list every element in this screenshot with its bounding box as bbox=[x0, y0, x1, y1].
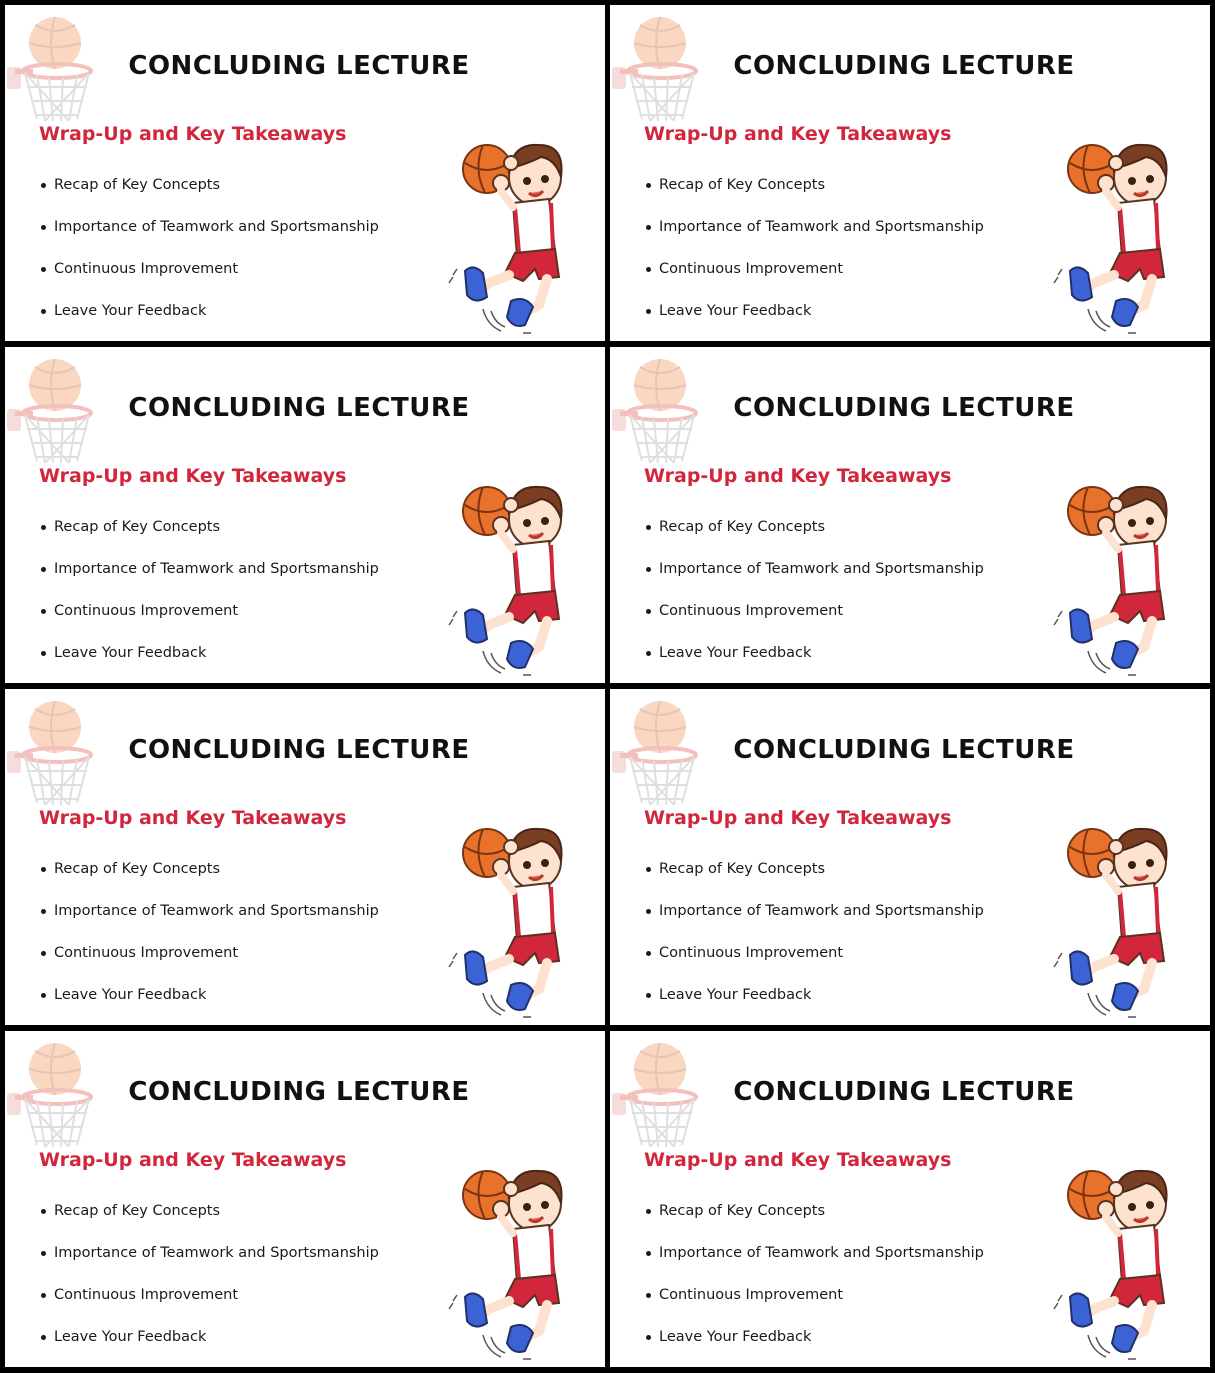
bullet-item: Recap of Key Concepts bbox=[41, 1201, 379, 1243]
bullet-item: Leave Your Feedback bbox=[41, 643, 379, 683]
slide-subtitle: Wrap-Up and Key Takeaways bbox=[39, 465, 347, 487]
bullet-list bbox=[646, 859, 984, 1025]
bullet-item: Leave Your Feedback bbox=[646, 1327, 984, 1367]
bullet-item: Leave Your Feedback bbox=[646, 985, 984, 1025]
bullet-item: Importance of Teamwork and Sportsmanship bbox=[41, 1243, 379, 1285]
bullet-item: Recap of Key Concepts bbox=[646, 175, 984, 217]
slide-thumbnail-8[interactable] bbox=[610, 1031, 1210, 1367]
slide-title: CONCLUDING LECTURE bbox=[733, 735, 1075, 765]
bullet-item: Leave Your Feedback bbox=[41, 1327, 379, 1367]
bullet-item: Continuous Improvement bbox=[646, 1285, 984, 1327]
slide-title: CONCLUDING LECTURE bbox=[128, 393, 470, 423]
slide-subtitle: Wrap-Up and Key Takeaways bbox=[644, 465, 952, 487]
bullet-list bbox=[41, 517, 379, 683]
slide-subtitle: Wrap-Up and Key Takeaways bbox=[39, 123, 347, 145]
bullet-item: Leave Your Feedback bbox=[646, 643, 984, 683]
bullet-list bbox=[646, 517, 984, 683]
bullet-item: Continuous Improvement bbox=[646, 943, 984, 985]
bullet-item: Leave Your Feedback bbox=[41, 985, 379, 1025]
slide-subtitle: Wrap-Up and Key Takeaways bbox=[39, 807, 347, 829]
basketball-player-illustration bbox=[443, 475, 573, 680]
bullet-item: Recap of Key Concepts bbox=[646, 1201, 984, 1243]
bullet-item: Importance of Teamwork and Sportsmanship bbox=[41, 901, 379, 943]
slide-subtitle: Wrap-Up and Key Takeaways bbox=[644, 123, 952, 145]
slide-thumbnail-5[interactable] bbox=[5, 689, 605, 1025]
basketball-player-illustration bbox=[1048, 133, 1178, 338]
bullet-list bbox=[646, 1201, 984, 1367]
slide-title: CONCLUDING LECTURE bbox=[128, 51, 470, 81]
slide-title: CONCLUDING LECTURE bbox=[128, 1077, 470, 1107]
basketball-player-illustration bbox=[1048, 1159, 1178, 1364]
slide-thumbnail-7[interactable] bbox=[5, 1031, 605, 1367]
bullet-item: Continuous Improvement bbox=[41, 259, 379, 301]
bullet-item: Continuous Improvement bbox=[41, 601, 379, 643]
bullet-item: Importance of Teamwork and Sportsmanship bbox=[646, 559, 984, 601]
basketball-player-illustration bbox=[443, 817, 573, 1022]
basketball-player-illustration bbox=[1048, 817, 1178, 1022]
slide-title: CONCLUDING LECTURE bbox=[128, 735, 470, 765]
bullet-list bbox=[41, 1201, 379, 1367]
bullet-item: Recap of Key Concepts bbox=[646, 517, 984, 559]
bullet-item: Recap of Key Concepts bbox=[41, 859, 379, 901]
bullet-item: Continuous Improvement bbox=[41, 943, 379, 985]
slide-thumbnail-6[interactable] bbox=[610, 689, 1210, 1025]
bullet-item: Importance of Teamwork and Sportsmanship bbox=[646, 901, 984, 943]
bullet-item: Importance of Teamwork and Sportsmanship bbox=[646, 1243, 984, 1285]
bullet-item: Recap of Key Concepts bbox=[41, 175, 379, 217]
bullet-list bbox=[646, 175, 984, 341]
bullet-item: Importance of Teamwork and Sportsmanship bbox=[646, 217, 984, 259]
bullet-list bbox=[41, 859, 379, 1025]
slide-subtitle: Wrap-Up and Key Takeaways bbox=[39, 1149, 347, 1171]
slide-title: CONCLUDING LECTURE bbox=[733, 393, 1075, 423]
bullet-item: Importance of Teamwork and Sportsmanship bbox=[41, 559, 379, 601]
bullet-item: Importance of Teamwork and Sportsmanship bbox=[41, 217, 379, 259]
slide-thumbnail-3[interactable] bbox=[5, 347, 605, 683]
bullet-item: Leave Your Feedback bbox=[41, 301, 379, 341]
slide-subtitle: Wrap-Up and Key Takeaways bbox=[644, 1149, 952, 1171]
slide-thumbnail-4[interactable] bbox=[610, 347, 1210, 683]
slide-title: CONCLUDING LECTURE bbox=[733, 1077, 1075, 1107]
slide-thumbnail-1[interactable] bbox=[5, 5, 605, 341]
bullet-item: Continuous Improvement bbox=[41, 1285, 379, 1327]
basketball-player-illustration bbox=[443, 1159, 573, 1364]
basketball-player-illustration bbox=[1048, 475, 1178, 680]
bullet-item: Recap of Key Concepts bbox=[41, 517, 379, 559]
bullet-item: Leave Your Feedback bbox=[646, 301, 984, 341]
bullet-item: Continuous Improvement bbox=[646, 601, 984, 643]
slide-thumbnail-2[interactable] bbox=[610, 5, 1210, 341]
basketball-player-illustration bbox=[443, 133, 573, 338]
bullet-item: Continuous Improvement bbox=[646, 259, 984, 301]
slide-subtitle: Wrap-Up and Key Takeaways bbox=[644, 807, 952, 829]
bullet-item: Recap of Key Concepts bbox=[646, 859, 984, 901]
bullet-list bbox=[41, 175, 379, 341]
slide-title: CONCLUDING LECTURE bbox=[733, 51, 1075, 81]
